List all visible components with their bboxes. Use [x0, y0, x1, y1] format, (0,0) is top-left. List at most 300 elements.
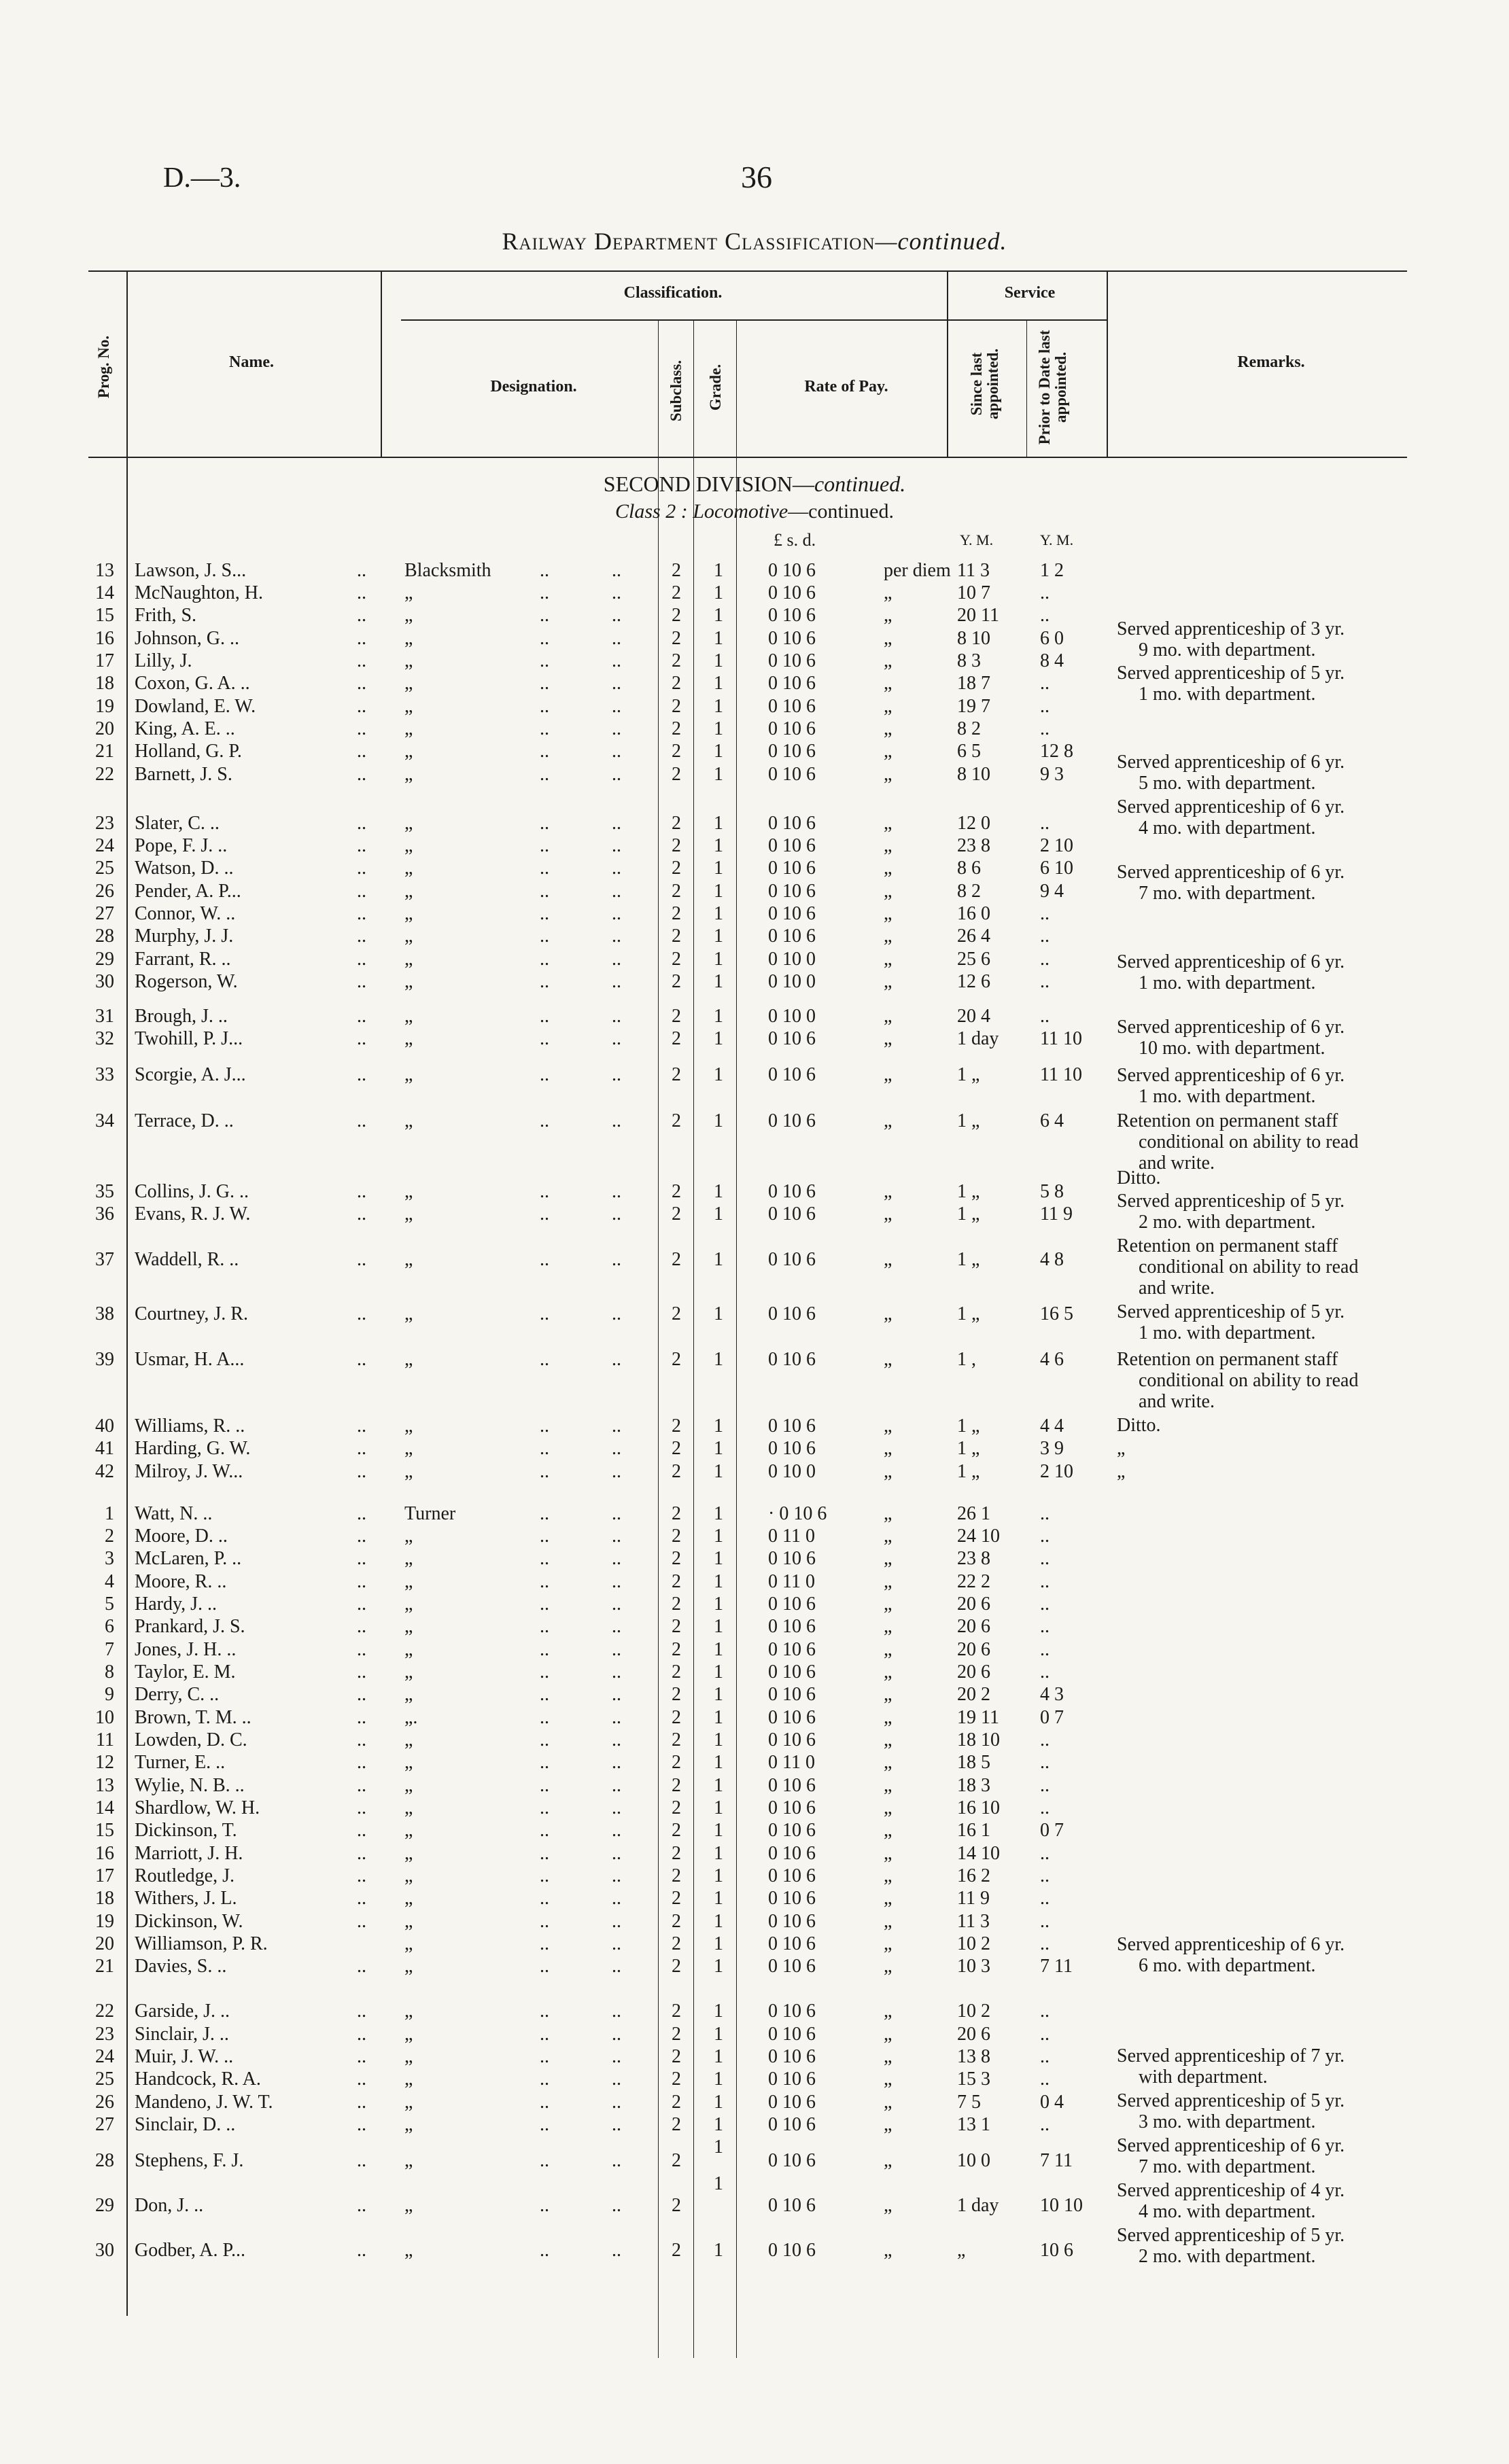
cell-dots1: ..	[357, 2069, 366, 2090]
cell-pay: 0 10 0	[768, 971, 816, 992]
cell-dots1: ..	[357, 1775, 366, 1796]
remark-entry	[1117, 618, 1416, 661]
table-row	[0, 1865, 1509, 1887]
cell-unit: „	[884, 926, 892, 947]
cell-pay: 0 10 6	[768, 1933, 816, 1954]
cell-dots3: ..	[612, 696, 621, 717]
cell-dots3: ..	[612, 1639, 621, 1660]
cell-pay: 0 11 0	[768, 1752, 815, 1773]
cell-dots2: ..	[540, 1752, 549, 1773]
cell-name: Milroy, J. W...	[135, 1461, 243, 1482]
cell-name: Farrant, R. ..	[135, 949, 231, 970]
cell-unit: „	[884, 1775, 892, 1796]
cell-since: 8 10	[957, 628, 990, 649]
cell-sub: 2	[672, 1933, 681, 1954]
cell-since: 20 6	[957, 1639, 990, 1660]
cell-no: 21	[95, 741, 114, 762]
cell-des: „	[404, 628, 413, 649]
cell-unit: „	[884, 2114, 892, 2135]
cell-name: McLaren, P. ..	[135, 1548, 242, 1569]
cell-des: „	[404, 1438, 413, 1459]
header-subclass: Subclass.	[667, 359, 684, 422]
cell-pay: 0 10 6	[768, 1110, 816, 1131]
cell-dots3: ..	[612, 926, 621, 947]
cell-pay: 0 10 6	[768, 1349, 816, 1370]
cell-pay: 0 10 0	[768, 1461, 816, 1482]
cell-sub: 2	[672, 2240, 681, 2261]
cell-grade: 1	[714, 741, 723, 762]
cell-pay: 0 10 6	[768, 2024, 816, 2045]
cell-name: Coxon, G. A. ..	[135, 673, 250, 694]
cell-dots1: ..	[357, 1461, 366, 1482]
cell-name: Brough, J. ..	[135, 1006, 228, 1027]
pay-units: £ s. d.	[774, 530, 816, 550]
cell-name: Courtney, J. R.	[135, 1303, 248, 1324]
cell-dots2: ..	[540, 1503, 549, 1524]
cell-dots2: ..	[540, 1526, 549, 1547]
cell-grade: 1	[714, 2136, 723, 2158]
cell-dots3: ..	[612, 2001, 621, 2022]
cell-grade: 1	[714, 1865, 723, 1886]
cell-name: Moore, R. ..	[135, 1571, 227, 1592]
table-row	[0, 1797, 1509, 1819]
table-row	[0, 1503, 1509, 1525]
cell-dots1: ..	[357, 2024, 366, 2045]
cell-dots1: ..	[357, 926, 366, 947]
cell-prior: ..	[1040, 1006, 1050, 1027]
cell-unit: „	[884, 1752, 892, 1773]
cell-sub: 2	[672, 971, 681, 992]
class-continued: —continued.	[788, 500, 894, 523]
remark-line: Retention on permanent staff	[1117, 1110, 1338, 1131]
cell-grade: 1	[714, 1303, 723, 1324]
cell-unit: „	[884, 971, 892, 992]
cell-sub: 2	[672, 1249, 681, 1270]
remark-line: conditional on ability to read	[1139, 1131, 1359, 1152]
cell-dots3: ..	[612, 764, 621, 785]
cell-pay: 0 10 6	[768, 764, 816, 785]
cell-sub: 2	[672, 2150, 681, 2171]
cell-dots1: ..	[357, 1661, 366, 1683]
cell-prior: ..	[1040, 1843, 1050, 1864]
cell-prior: 4 6	[1040, 1349, 1064, 1370]
cell-no: 9	[105, 1684, 114, 1705]
cell-no: 23	[95, 2024, 114, 2045]
table-row	[0, 1639, 1509, 1661]
cell-dots1: ..	[357, 1843, 366, 1864]
cell-grade: 1	[714, 1203, 723, 1225]
cell-name: Mandeno, J. W. T.	[135, 2092, 273, 2113]
cell-no: 19	[95, 696, 114, 717]
cell-grade: 1	[714, 858, 723, 879]
cell-grade: 1	[714, 1548, 723, 1569]
cell-unit: „	[884, 1797, 892, 1818]
cell-name: Lawson, J. S...	[135, 560, 247, 581]
cell-des: „	[404, 2195, 413, 2216]
cell-no: 31	[95, 1006, 114, 1027]
cell-grade: 1	[714, 560, 723, 581]
cell-dots2: ..	[540, 605, 549, 626]
cell-sub: 2	[672, 560, 681, 581]
remark-entry	[1117, 862, 1416, 904]
cell-name: Don, J. ..	[135, 2195, 204, 2216]
cell-dots2: ..	[540, 881, 549, 902]
cell-des: „	[404, 1548, 413, 1569]
cell-dots2: ..	[540, 1249, 549, 1270]
cell-name: Holland, G. P.	[135, 741, 242, 762]
cell-dots1: ..	[357, 741, 366, 762]
remark-line: „	[1117, 1438, 1126, 1459]
cell-name: Scorgie, A. J...	[135, 1064, 246, 1085]
cell-no: 22	[95, 2001, 114, 2022]
cell-dots2: ..	[540, 949, 549, 970]
cell-unit: „	[884, 835, 892, 856]
cell-grade: 1	[714, 949, 723, 970]
cell-grade: 1	[714, 2024, 723, 2045]
cell-pay: 0 10 6	[768, 858, 816, 879]
cell-unit: „	[884, 1438, 892, 1459]
cell-des: „	[404, 1843, 413, 1864]
cell-dots2: ..	[540, 1684, 549, 1705]
remark-line: 2 mo. with department.	[1139, 2246, 1316, 2267]
cell-des: „	[404, 673, 413, 694]
cell-dots2: ..	[540, 718, 549, 739]
cell-sub: 2	[672, 718, 681, 739]
cell-pay: 0 10 6	[768, 1064, 816, 1085]
cell-dots1: ..	[357, 1684, 366, 1705]
cell-pay: 0 10 6	[768, 1548, 816, 1569]
cell-unit: „	[884, 1028, 892, 1049]
page-number: 36	[741, 160, 772, 194]
cell-unit: „	[884, 2069, 892, 2090]
cell-since: 20 6	[957, 1616, 990, 1637]
remark-line: 6 mo. with department.	[1139, 1955, 1316, 1976]
page-title-cont: —continued.	[875, 228, 1007, 255]
cell-grade: 1	[714, 1797, 723, 1818]
remark-line: 9 mo. with department.	[1139, 639, 1316, 661]
cell-unit: „	[884, 696, 892, 717]
cell-since: 8 3	[957, 650, 981, 671]
cell-name: Terrace, D. ..	[135, 1110, 234, 1131]
cell-name: Derry, C. ..	[135, 1684, 220, 1705]
cell-name: Dowland, E. W.	[135, 696, 256, 717]
cell-unit: „	[884, 1707, 892, 1728]
cell-dots1: ..	[357, 1349, 366, 1370]
remark-line: with department.	[1139, 2066, 1268, 2088]
cell-sub: 2	[672, 1064, 681, 1085]
cell-dots3: ..	[612, 741, 621, 762]
remark-entry	[1117, 951, 1416, 993]
cell-dots3: ..	[612, 971, 621, 992]
cell-since: 10 2	[957, 2001, 990, 2022]
page-header-code: D.—3.	[163, 162, 241, 194]
cell-since: 16 1	[957, 1820, 990, 1841]
cell-since: 10 3	[957, 1956, 990, 1977]
cell-prior: ..	[1040, 1571, 1050, 1592]
cell-dots1: ..	[357, 764, 366, 785]
cell-since: 16 2	[957, 1865, 990, 1886]
cell-sub: 2	[672, 605, 681, 626]
cell-des: „	[404, 741, 413, 762]
cell-des: „	[404, 1616, 413, 1637]
cell-since: 25 6	[957, 949, 990, 970]
table-row	[0, 2001, 1509, 2022]
cell-dots2: ..	[540, 741, 549, 762]
page-title	[0, 227, 1509, 256]
cell-unit: „	[884, 2195, 892, 2216]
cell-name: Moore, D. ..	[135, 1526, 228, 1547]
cell-dots3: ..	[612, 835, 621, 856]
cell-pay: 0 10 6	[768, 650, 816, 671]
cell-no: 38	[95, 1303, 114, 1324]
cell-pay: 0 10 6	[768, 1956, 816, 1977]
cell-dots2: ..	[540, 2240, 549, 2261]
remark-line: Served apprenticeship of 6 yr.	[1117, 862, 1345, 883]
cell-prior: 3 9	[1040, 1438, 1064, 1459]
cell-dots3: ..	[612, 1594, 621, 1615]
cell-prior: 0 7	[1040, 1820, 1064, 1841]
cell-dots3: ..	[612, 1707, 621, 1728]
remark-entry	[1117, 663, 1416, 705]
cell-pay: 0 10 6	[768, 2150, 816, 2171]
cell-grade: 1	[714, 1503, 723, 1524]
cell-since: 1 ,	[957, 1349, 976, 1370]
cell-no: 20	[95, 718, 114, 739]
cell-des: „	[404, 1956, 413, 1977]
cell-dots1: ..	[357, 2114, 366, 2135]
cell-pay: 0 10 6	[768, 1843, 816, 1864]
cell-sub: 2	[672, 673, 681, 694]
cell-since: 1 „	[957, 1461, 980, 1482]
cell-since: 20 4	[957, 1006, 990, 1027]
cell-grade: 1	[714, 696, 723, 717]
cell-sub: 2	[672, 650, 681, 671]
cell-grade: 1	[714, 2069, 723, 2090]
cell-unit: „	[884, 673, 892, 694]
cell-since: 20 6	[957, 1661, 990, 1683]
cell-grade: 1	[714, 1661, 723, 1683]
cell-dots2: ..	[540, 858, 549, 879]
cell-sub: 2	[672, 1911, 681, 1932]
header-remarks: Remarks.	[1237, 353, 1305, 371]
cell-prior: ..	[1040, 718, 1050, 739]
cell-name: Dickinson, T.	[135, 1820, 237, 1841]
prior-units: Y. M.	[1040, 531, 1074, 548]
header-classification: Classification.	[623, 284, 723, 302]
cell-prior: ..	[1040, 926, 1050, 947]
cell-name: Pender, A. P...	[135, 881, 241, 902]
cell-grade: 1	[714, 2114, 723, 2135]
cell-dots3: ..	[612, 1028, 621, 1049]
cell-dots3: ..	[612, 560, 621, 581]
cell-name: Collins, J. G. ..	[135, 1181, 249, 1202]
cell-grade: 1	[714, 1707, 723, 1728]
cell-dots3: ..	[612, 2092, 621, 2113]
cell-pay: 0 11 0	[768, 1526, 815, 1547]
cell-sub: 2	[672, 1661, 681, 1683]
cell-prior: ..	[1040, 1911, 1050, 1932]
cell-dots2: ..	[540, 1415, 549, 1437]
cell-grade: 1	[714, 1911, 723, 1932]
cell-unit: „	[884, 1956, 892, 1977]
cell-dots1: ..	[357, 1911, 366, 1932]
remark-line: Served apprenticeship of 6 yr.	[1117, 1934, 1345, 1955]
cell-des: „	[404, 1752, 413, 1773]
cell-since: 7 5	[957, 2092, 981, 2113]
cell-dots3: ..	[612, 1438, 621, 1459]
cell-dots2: ..	[540, 650, 549, 671]
remark-line: and write.	[1139, 1152, 1215, 1174]
cell-since: 1 „	[957, 1110, 980, 1131]
cell-since: 18 7	[957, 673, 990, 694]
remark-line: „	[1117, 1461, 1126, 1482]
cell-no: 29	[95, 949, 114, 970]
cell-dots2: ..	[540, 2195, 549, 2216]
cell-no: 6	[105, 1616, 114, 1637]
cell-dots1: ..	[357, 903, 366, 924]
cell-since: 26 1	[957, 1503, 990, 1524]
remark-line: Served apprenticeship of 6 yr.	[1117, 752, 1345, 773]
cell-prior: 10 6	[1040, 2240, 1073, 2261]
cell-sub: 2	[672, 1775, 681, 1796]
cell-prior: ..	[1040, 1865, 1050, 1886]
cell-prior: 6 0	[1040, 628, 1064, 649]
table-row	[0, 903, 1509, 925]
cell-unit: „	[884, 881, 892, 902]
cell-grade: 1	[714, 1028, 723, 1049]
cell-dots1: ..	[357, 628, 366, 649]
classification-split-rule	[401, 319, 1107, 321]
cell-no: 15	[95, 1820, 114, 1841]
cell-pay: 0 10 6	[768, 2001, 816, 2022]
cell-unit: „	[884, 1249, 892, 1270]
cell-prior: ..	[1040, 1797, 1050, 1818]
cell-sub: 2	[672, 813, 681, 834]
cell-name: Jones, J. H. ..	[135, 1639, 237, 1660]
remark-line: 1 mo. with department.	[1139, 1086, 1316, 1107]
cell-unit: „	[884, 2024, 892, 2045]
cell-name: Rogerson, W.	[135, 971, 238, 992]
cell-grade: 1	[714, 1461, 723, 1482]
cell-no: 8	[105, 1661, 114, 1683]
cell-des: „	[404, 1684, 413, 1705]
table-row	[0, 1616, 1509, 1638]
cell-pay: 0 10 6	[768, 1616, 816, 1637]
header-prior-to-date: Prior to Date last appointed.	[1036, 330, 1069, 445]
cell-dots1: ..	[357, 1865, 366, 1886]
cell-sub: 2	[672, 1548, 681, 1569]
cell-unit: „	[884, 1303, 892, 1324]
cell-des: „	[404, 1888, 413, 1909]
cell-prior: 10 10	[1040, 2195, 1083, 2216]
cell-unit: „	[884, 1181, 892, 1202]
table-row	[0, 1820, 1509, 1842]
cell-name: Shardlow, W. H.	[135, 1797, 260, 1818]
cell-dots2: ..	[540, 764, 549, 785]
cell-since: „	[957, 2240, 966, 2261]
cell-sub: 2	[672, 2046, 681, 2067]
cell-no: 32	[95, 1028, 114, 1049]
cell-pay: 0 10 6	[768, 560, 816, 581]
cell-sub: 2	[672, 1349, 681, 1370]
cell-dots3: ..	[612, 1752, 621, 1773]
cell-dots3: ..	[612, 1616, 621, 1637]
cell-grade: 1	[714, 2046, 723, 2067]
cell-dots2: ..	[540, 1349, 549, 1370]
cell-des: „	[404, 1639, 413, 1660]
cell-since: 6 5	[957, 741, 981, 762]
cell-dots2: ..	[540, 1661, 549, 1683]
cell-des: „	[404, 1820, 413, 1841]
cell-des: „	[404, 858, 413, 879]
cell-dots3: ..	[612, 2046, 621, 2067]
cell-sub: 2	[672, 903, 681, 924]
cell-unit: „	[884, 1616, 892, 1637]
cell-pay: 0 10 6	[768, 1729, 816, 1750]
cell-grade: 1	[714, 2240, 723, 2261]
cell-prior: ..	[1040, 949, 1050, 970]
table-row	[0, 2024, 1509, 2045]
cell-pay: 0 10 6	[768, 1820, 816, 1841]
cell-unit: „	[884, 1503, 892, 1524]
cell-pay: 0 10 6	[768, 1661, 816, 1683]
cell-pay: 0 10 6	[768, 1639, 816, 1660]
cell-dots2: ..	[540, 1865, 549, 1886]
cell-sub: 2	[672, 1415, 681, 1437]
cell-pay: 0 10 6	[768, 1438, 816, 1459]
cell-pay: 0 10 6	[768, 696, 816, 717]
cell-name: Prankard, J. S.	[135, 1616, 245, 1637]
cell-grade: 1	[714, 718, 723, 739]
cell-since: 1 „	[957, 1203, 980, 1225]
cell-pay: 0 10 6	[768, 926, 816, 947]
cell-pay: 0 10 6	[768, 1303, 816, 1324]
cell-dots1: ..	[357, 2046, 366, 2067]
cell-dots2: ..	[540, 2024, 549, 2045]
cell-no: 26	[95, 881, 114, 902]
cell-sub: 2	[672, 1110, 681, 1131]
remark-line: 3 mo. with department.	[1139, 2111, 1316, 2132]
cell-dots3: ..	[612, 1661, 621, 1683]
cell-prior: ..	[1040, 1729, 1050, 1750]
cell-des: „	[404, 1415, 413, 1437]
cell-dots2: ..	[540, 673, 549, 694]
cell-no: 14	[95, 582, 114, 603]
cell-sub: 2	[672, 1181, 681, 1202]
cell-since: 20 2	[957, 1684, 990, 1705]
cell-since: 8 2	[957, 718, 981, 739]
cell-name: Godber, A. P...	[135, 2240, 245, 2261]
col-rule-since	[1026, 319, 1027, 458]
cell-dots1: ..	[357, 1181, 366, 1202]
cell-unit: „	[884, 949, 892, 970]
cell-no: 34	[95, 1110, 114, 1131]
cell-sub: 2	[672, 858, 681, 879]
cell-dots2: ..	[540, 1843, 549, 1864]
cell-prior: 1 2	[1040, 560, 1064, 581]
cell-dots3: ..	[612, 1865, 621, 1886]
remark-line: Ditto.	[1117, 1415, 1161, 1436]
cell-dots1: ..	[357, 2150, 366, 2171]
cell-dots3: ..	[612, 1820, 621, 1841]
cell-grade: 1	[714, 1639, 723, 1660]
cell-des: „	[404, 2046, 413, 2067]
cell-since: 8 2	[957, 881, 981, 902]
cell-grade: 1	[714, 1775, 723, 1796]
cell-no: 22	[95, 764, 114, 785]
cell-prior: ..	[1040, 1752, 1050, 1773]
cell-prior: ..	[1040, 2114, 1050, 2135]
